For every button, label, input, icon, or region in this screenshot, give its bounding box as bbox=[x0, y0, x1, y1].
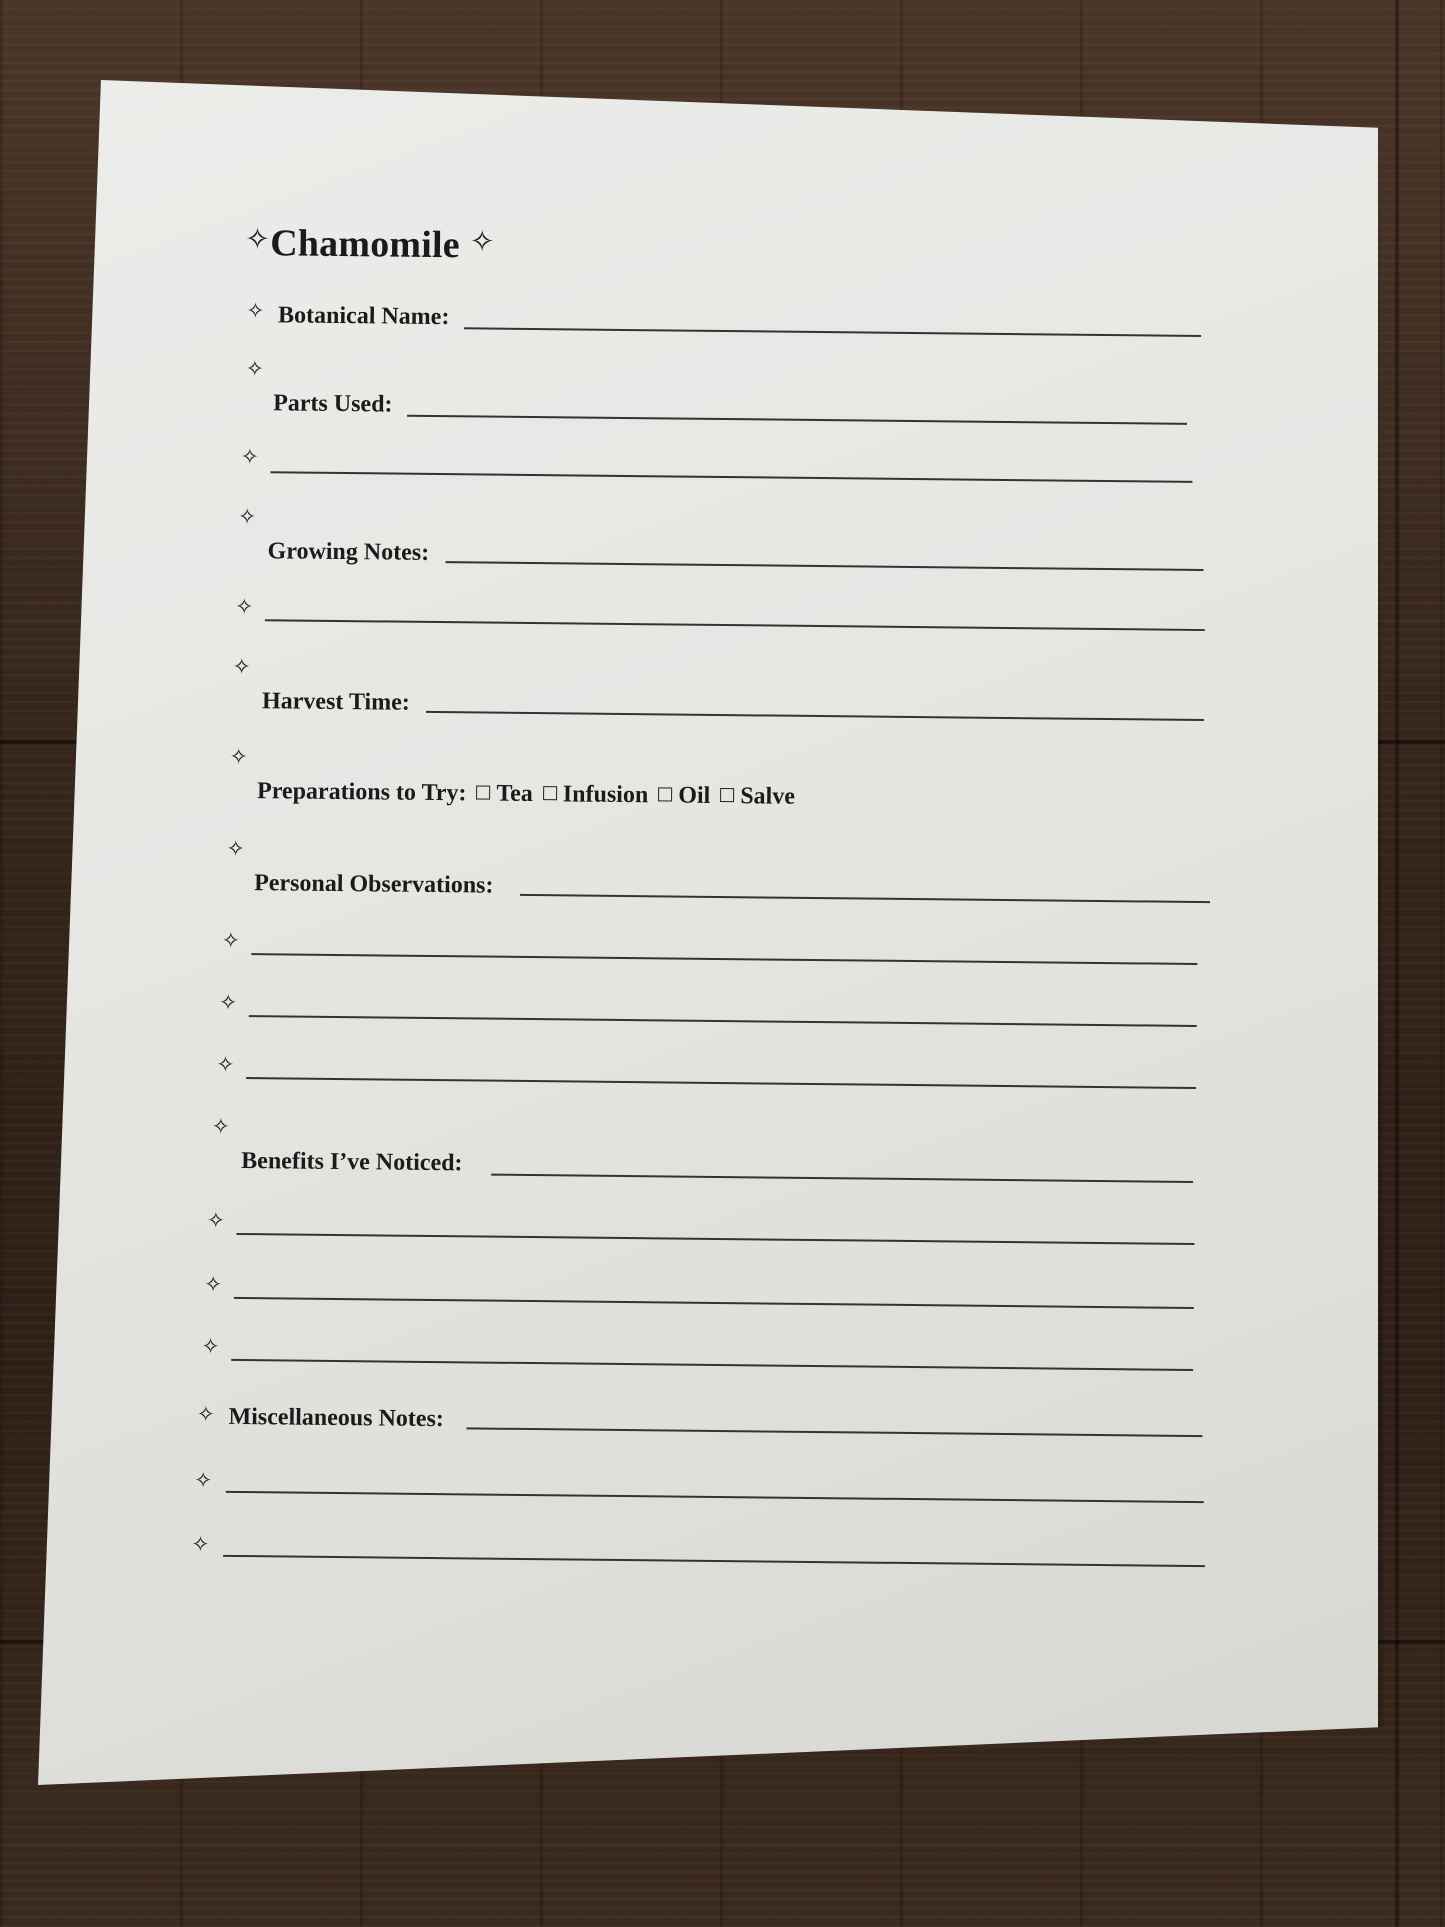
blank-line[interactable] bbox=[270, 471, 1192, 483]
blank-line[interactable] bbox=[231, 1359, 1193, 1371]
infusion-option: Infusion bbox=[562, 781, 649, 809]
misc-notes-label: Miscellaneous Notes: bbox=[228, 1403, 444, 1433]
preparations-label: Preparations to Try: bbox=[256, 778, 467, 807]
four-point-star-icon: ✧ bbox=[244, 221, 271, 258]
blank-line[interactable] bbox=[234, 1297, 1194, 1309]
four-point-star-icon: ✧ bbox=[229, 744, 249, 771]
page-title bbox=[245, 221, 496, 268]
salve-checkbox[interactable] bbox=[720, 788, 734, 802]
blank-line[interactable] bbox=[249, 1015, 1197, 1027]
four-point-star-icon: ✧ bbox=[203, 1272, 223, 1298]
four-point-star-icon: ✧ bbox=[234, 594, 254, 621]
benefits-label: Benefits I’ve Noticed: bbox=[241, 1148, 463, 1177]
four-point-star-icon: ✧ bbox=[237, 504, 257, 531]
four-point-star-icon: ✧ bbox=[196, 1402, 216, 1428]
blank-line[interactable] bbox=[251, 953, 1197, 965]
four-point-star-icon: ✧ bbox=[193, 1468, 213, 1494]
parts-used-label: Parts Used: bbox=[273, 390, 393, 418]
harvest-time-label: Harvest Time: bbox=[261, 688, 410, 716]
four-point-star-icon: ✧ bbox=[218, 990, 238, 1016]
benefits-line[interactable] bbox=[491, 1174, 1193, 1183]
blank-line[interactable] bbox=[226, 1491, 1204, 1503]
growing-notes-label: Growing Notes: bbox=[267, 538, 430, 566]
four-point-star-icon: ✧ bbox=[246, 299, 265, 325]
oil-checkbox[interactable] bbox=[658, 787, 672, 801]
tea-checkbox[interactable] bbox=[476, 785, 490, 799]
personal-observations-label: Personal Observations: bbox=[254, 870, 494, 899]
tea-option: Tea bbox=[496, 780, 534, 808]
four-point-star-icon: ✧ bbox=[206, 1208, 226, 1234]
preparations-row bbox=[257, 777, 795, 811]
four-point-star-icon: ✧ bbox=[211, 1114, 231, 1140]
four-point-star-icon: ✧ bbox=[191, 1532, 210, 1558]
botanical-name-label: Botanical Name: bbox=[277, 302, 450, 331]
misc-notes-line[interactable] bbox=[466, 1427, 1202, 1437]
four-point-star-icon: ✧ bbox=[201, 1334, 220, 1360]
personal-observations-line[interactable] bbox=[520, 894, 1210, 903]
four-point-star-icon: ✧ bbox=[232, 654, 251, 681]
title-text: Chamomile bbox=[269, 222, 461, 267]
four-point-star-icon: ✧ bbox=[216, 1052, 235, 1078]
four-point-star-icon: ✧ bbox=[245, 357, 265, 383]
four-point-star-icon: ✧ bbox=[221, 928, 241, 954]
blank-line[interactable] bbox=[265, 619, 1205, 631]
blank-line[interactable] bbox=[246, 1077, 1196, 1089]
botanical-name-line[interactable] bbox=[464, 327, 1201, 337]
parts-used-line[interactable] bbox=[407, 415, 1187, 425]
four-point-star-icon: ✧ bbox=[226, 836, 246, 863]
four-point-star-icon: ✧ bbox=[469, 224, 496, 260]
oil-option: Oil bbox=[678, 782, 711, 809]
blank-line[interactable] bbox=[223, 1555, 1205, 1567]
infusion-checkbox[interactable] bbox=[543, 786, 557, 800]
blank-line[interactable] bbox=[236, 1233, 1194, 1245]
salve-option: Salve bbox=[740, 783, 796, 810]
growing-notes-line[interactable] bbox=[446, 561, 1204, 571]
harvest-time-line[interactable] bbox=[426, 711, 1204, 721]
four-point-star-icon: ✧ bbox=[240, 444, 260, 471]
